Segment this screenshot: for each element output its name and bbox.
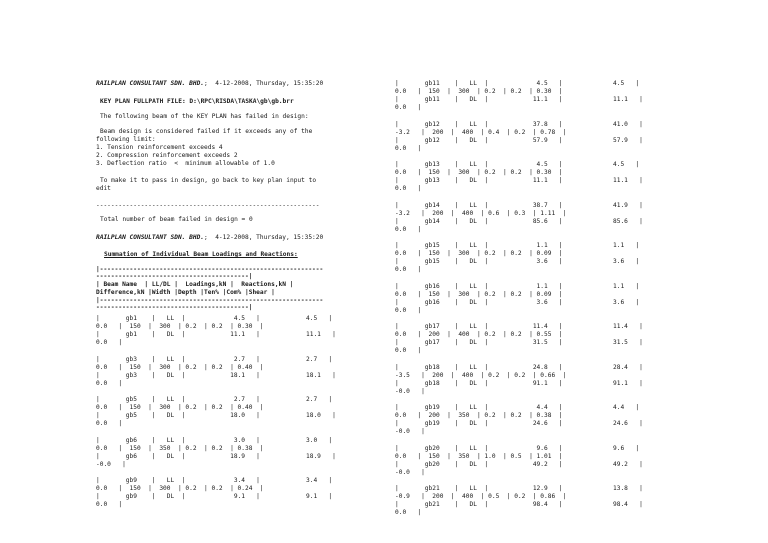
- beam-row-line: -0.0 |: [395, 387, 425, 395]
- beam-row-line: -0.0 |: [395, 428, 425, 435]
- beam-row-line: | gb18 | DL | 91.1 |: [395, 379, 563, 387]
- table-rule: -----------------------------------------|: [96, 304, 253, 311]
- beam-difference-value: 4.5 |: [613, 161, 640, 168]
- beam-row-line: -0.9 | 200 | 400 | 0.5 | 0.2 | 0.86 |: [395, 493, 567, 500]
- beam-difference-value: 1.1 |: [613, 242, 640, 249]
- beam-row-line: -0.0 |: [96, 460, 126, 468]
- beam-row-line: 0.0 | 150 | 300 | 0.2 | 0.2 | 0.09 |: [395, 290, 563, 298]
- beam-difference-value: 1.1 |: [613, 282, 640, 290]
- beam-difference-value: 85.6 |: [613, 217, 643, 225]
- beam-row-line: 0.0 |: [395, 306, 422, 314]
- beam-row-line: 0.0 | 150 | 300 | 0.2 | 0.2 | 0.24 |: [96, 485, 264, 492]
- beam-difference-value: 13.8 |: [613, 485, 643, 492]
- beam-row-line: | gb20 | DL | 49.2 |: [395, 460, 563, 468]
- dateline: ; 4-12-2008, Thursday, 15:35:20: [204, 234, 324, 241]
- beam-row-line: | gb20 | LL | 9.6 |: [395, 444, 563, 452]
- beam-difference-value: 11.1 |: [613, 96, 643, 103]
- beam-row-line: -0.0 |: [395, 468, 425, 476]
- beam-difference-value: 24.6 |: [613, 420, 643, 427]
- beam-difference-value: 4.4 |: [613, 404, 640, 411]
- report-header-1: [96, 80, 323, 88]
- beam-row-line: | gb13 | DL | 11.1 |: [395, 177, 563, 184]
- beam-row-line: -3.2 | 200 | 400 | 0.4 | 0.2 | 0.78 |: [395, 128, 567, 136]
- beam-difference-value: 18.0 |: [306, 412, 336, 419]
- criteria-line: 3. Deflection ratio < minimum allowable of 1.0: [96, 160, 275, 167]
- criteria-line: following limit:: [96, 136, 156, 143]
- beam-difference-value: 2.7 |: [306, 396, 333, 403]
- beam-row-line: | gb9 | DL | 9.1 |: [96, 493, 260, 500]
- failed-count: Total number of beam failed in design = 0: [100, 216, 253, 223]
- beam-row-line: 0.0 | 150 | 300 | 0.2 | 0.2 | 0.30 |: [395, 169, 563, 176]
- beam-difference-value: 3.0 |: [306, 436, 333, 444]
- beam-difference-value: 9.1 |: [306, 493, 333, 500]
- beam-row-line: | gb13 | LL | 4.5 |: [395, 161, 563, 168]
- beam-difference-value: 41.0 |: [613, 120, 643, 128]
- beam-difference-value: 18.9 |: [306, 452, 336, 460]
- criteria-line: 1. Tension reinforcement exceeds 4: [96, 144, 223, 151]
- beam-row-line: 0.0 | 150 | 300 | 0.2 | 0.2 | 0.40 |: [96, 404, 264, 411]
- beam-difference-value: 3.6 |: [613, 258, 640, 265]
- criteria-line: 2. Compression reinforcement exceeds 2: [96, 152, 238, 159]
- beam-difference-value: 11.1 |: [613, 177, 643, 184]
- table-rule: |------------------------------------------------------------: [96, 297, 324, 304]
- beam-row-line: | gb15 | DL | 3.6 |: [395, 258, 563, 265]
- table-header: | Beam Name | LL/DL | Loadings,kN | Reactions,kN |: [96, 281, 294, 288]
- beam-row-line: 0.0 |: [395, 509, 422, 516]
- beam-row-line: 0.0 |: [395, 144, 422, 152]
- beam-row-line: | gb18 | LL | 24.8 |: [395, 363, 563, 371]
- beam-row-line: -3.2 | 200 | 400 | 0.6 | 0.3 | 1.11 |: [395, 209, 567, 217]
- beam-difference-value: 11.1 |: [306, 331, 336, 338]
- beam-difference-value: 18.1 |: [306, 371, 336, 379]
- dateline: ; 4-12-2008, Thursday, 15:35:20: [204, 80, 324, 87]
- beam-difference-value: 91.1 |: [613, 379, 643, 387]
- table-rule: |------------------------------------------------------------: [96, 266, 324, 273]
- table-rule: -----------------------------------------|: [96, 273, 253, 280]
- beam-row-line: | gb17 | LL | 11.4 |: [395, 323, 563, 330]
- beam-row-line: | gb11 | LL | 4.5 |: [395, 80, 563, 87]
- company-name: RAILPLAN CONSULTANT SDN. BHD.: [96, 234, 205, 241]
- beam-difference-value: 4.5 |: [613, 80, 640, 87]
- beam-row-line: 0.0 | 150 | 300 | 0.2 | 0.2 | 0.30 |: [96, 323, 264, 330]
- failed-intro: The following beam of the KEY PLAN has failed in design:: [100, 113, 309, 120]
- beam-row-line: 0.0 |: [395, 104, 422, 111]
- beam-row-line: 0.0 |: [395, 225, 422, 233]
- separator: ------------------------------------------------------------: [96, 202, 320, 209]
- beam-row-line: 0.0 |: [395, 185, 422, 192]
- company-name: RAILPLAN CONSULTANT SDN. BHD.: [96, 80, 205, 87]
- beam-row-line: 0.0 |: [395, 347, 422, 354]
- beam-row-line: 0.0 |: [96, 339, 123, 346]
- beam-row-line: | gb21 | DL | 98.4 |: [395, 501, 563, 508]
- beam-difference-value: 49.2 |: [613, 460, 643, 468]
- report-header-2: [96, 234, 323, 242]
- beam-difference-value: 2.7 |: [306, 355, 333, 363]
- beam-row-line: -3.5 | 200 | 400 | 0.2 | 0.2 | 0.66 |: [395, 371, 567, 379]
- beam-difference-value: 31.5 |: [613, 339, 643, 346]
- beam-row-line: | gb1 | DL | 11.1 |: [96, 331, 260, 338]
- beam-row-line: | gb6 | LL | 3.0 |: [96, 436, 260, 444]
- beam-row-line: | gb21 | LL | 12.9 |: [395, 485, 563, 492]
- beam-row-line: 0.0 | 150 | 300 | 0.2 | 0.2 | 0.30 |: [395, 88, 563, 95]
- beam-row-line: | gb12 | DL | 57.9 |: [395, 136, 563, 144]
- beam-row-line: 0.0 | 150 | 350 | 0.2 | 0.2 | 0.38 |: [96, 444, 264, 452]
- beam-row-line: 0.0 |: [96, 379, 123, 387]
- beam-row-line: | gb3 | DL | 18.1 |: [96, 371, 260, 379]
- beam-row-line: 0.0 | 150 | 300 | 0.2 | 0.2 | 0.40 |: [96, 363, 264, 371]
- beam-row-line: | gb1 | LL | 4.5 |: [96, 315, 260, 322]
- beam-row-line: | gb5 | LL | 2.7 |: [96, 396, 260, 403]
- beam-row-line: | gb3 | LL | 2.7 |: [96, 355, 260, 363]
- beam-row-line: 0.0 |: [96, 501, 123, 508]
- beam-row-line: 0.0 | 150 | 300 | 0.2 | 0.2 | 0.09 |: [395, 250, 563, 257]
- beam-row-line: 0.0 | 200 | 400 | 0.2 | 0.2 | 0.55 |: [395, 331, 563, 338]
- beam-row-line: | gb14 | LL | 38.7 |: [395, 201, 563, 209]
- beam-difference-value: 3.4 |: [306, 477, 333, 484]
- beam-row-line: | gb19 | DL | 24.6 |: [395, 420, 563, 427]
- beam-row-line: | gb17 | DL | 31.5 |: [395, 339, 563, 346]
- beam-row-line: | gb14 | DL | 85.6 |: [395, 217, 563, 225]
- beam-difference-value: 41.9 |: [613, 201, 643, 209]
- table-header: Difference,kN |Width |Depth |Ten% |Com% |Shear |: [96, 289, 275, 296]
- beam-difference-value: 4.5 |: [306, 315, 333, 322]
- beam-row-line: | gb15 | LL | 1.1 |: [395, 242, 563, 249]
- beam-difference-value: 9.6 |: [613, 444, 640, 452]
- beam-row-line: | gb16 | LL | 1.1 |: [395, 282, 563, 290]
- beam-row-line: 0.0 | 200 | 350 | 0.2 | 0.2 | 0.38 |: [395, 412, 563, 419]
- summary-title: Summation of Individual Beam Loadings and Reactions:: [104, 251, 298, 258]
- beam-difference-value: 57.9 |: [613, 136, 643, 144]
- beam-row-line: | gb9 | LL | 3.4 |: [96, 477, 260, 484]
- beam-row-line: | gb6 | DL | 18.9 |: [96, 452, 260, 460]
- advice-line: edit: [96, 185, 111, 192]
- fullpath-line: KEY PLAN FULLPATH FILE: D:\RPC\RISDA\TASKA\gb\gb.brr: [100, 98, 294, 105]
- beam-row-line: | gb5 | DL | 18.0 |: [96, 412, 260, 419]
- beam-row-line: 0.0 | 150 | 350 | 1.0 | 0.5 | 1.01 |: [395, 452, 563, 460]
- beam-row-line: | gb19 | LL | 4.4 |: [395, 404, 563, 411]
- beam-row-line: | gb12 | LL | 37.8 |: [395, 120, 563, 128]
- criteria-line: Beam design is considered failed if it exceeds any of the: [100, 128, 313, 135]
- beam-row-line: 0.0 |: [395, 266, 422, 273]
- beam-difference-value: 98.4 |: [613, 501, 643, 508]
- beam-row-line: | gb16 | DL | 3.6 |: [395, 298, 563, 306]
- beam-row-line: 0.0 |: [96, 420, 123, 427]
- advice-line: To make it to pass in design, go back to key plan input to: [100, 177, 317, 184]
- beam-difference-value: 28.4 |: [613, 363, 643, 371]
- beam-difference-value: 3.6 |: [613, 298, 640, 306]
- beam-difference-value: 11.4 |: [613, 323, 643, 330]
- beam-row-line: | gb11 | DL | 11.1 |: [395, 96, 563, 103]
